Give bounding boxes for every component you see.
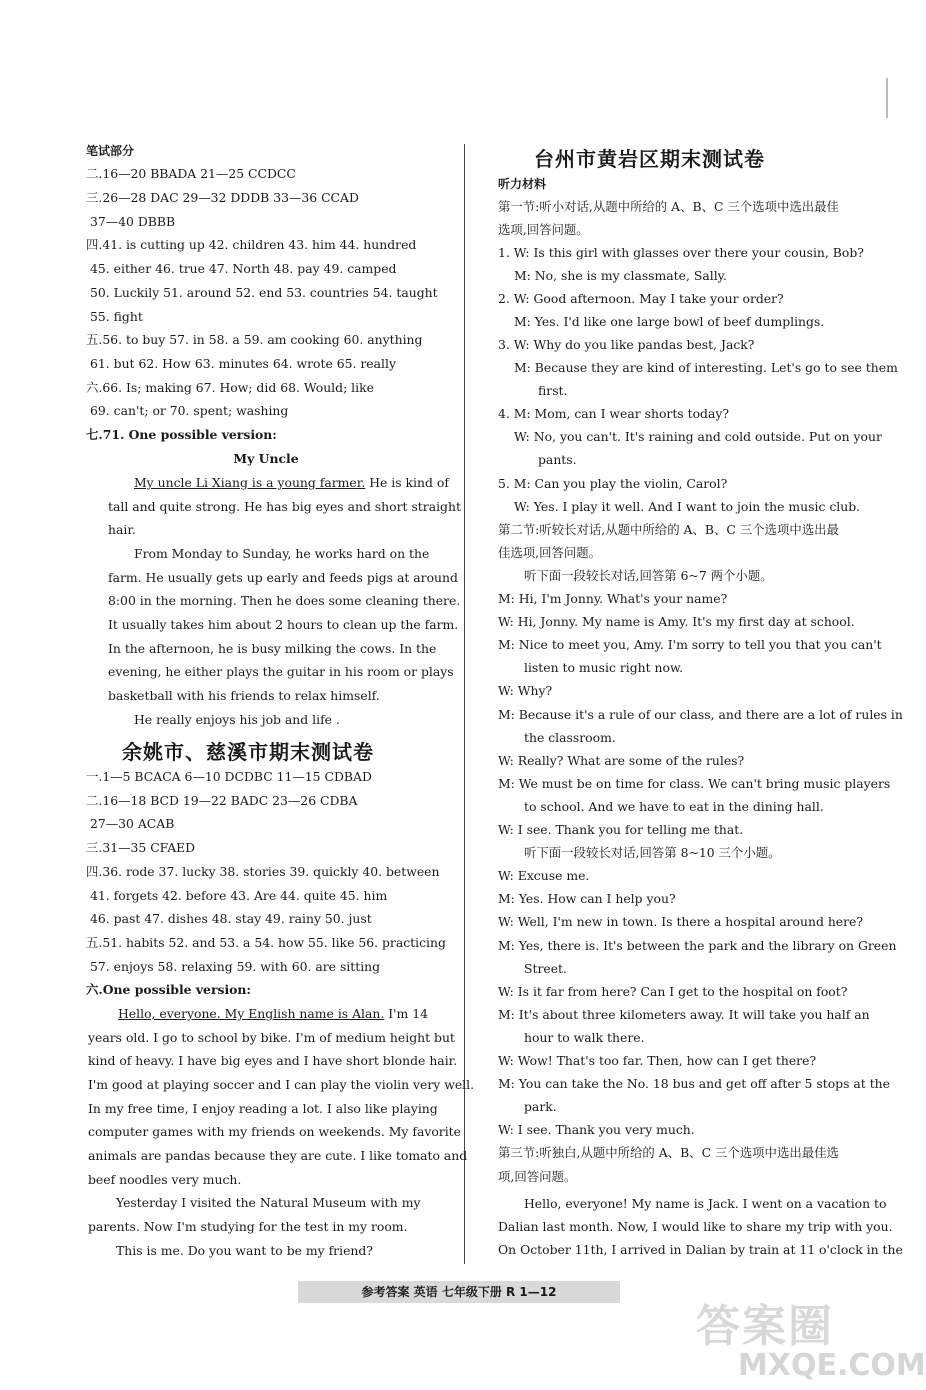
answer-line: 三.26—28 DAC 29—32 DDDB 33—36 CCAD (86, 190, 359, 205)
essay-line: 8:00 in the morning. Then he does some cleaning there. (108, 593, 461, 608)
listening-line: W: I see. Thank you very much. (498, 1122, 695, 1137)
answer-line: 四.41. is cutting up 42. children 43. him 44. hundred (86, 237, 417, 252)
essay-line: In my free time, I enjoy reading a lot. I also like playing (88, 1101, 438, 1116)
essay-line: This is me. Do you want to be my friend? (116, 1243, 373, 1258)
essay-line: computer games with my friends on weekends. My favorite (88, 1124, 461, 1139)
essay-line: years old. I go to school by bike. I'm of medium height but (88, 1030, 455, 1045)
essay-line: Yesterday I visited the Natural Museum with my (116, 1195, 421, 1210)
listening-line: M: Because they are kind of interesting. Let's go to see them (514, 360, 898, 375)
listening-line: 2. W: Good afternoon. May I take your order? (498, 291, 784, 306)
essay-line: kind of heavy. I have big eyes and I have short blonde hair. (88, 1053, 458, 1068)
listening-line: W: Wow! That's too far. Then, how can I get there? (498, 1053, 817, 1068)
page-footer: 参考答案 英语 七年级下册 R 1—12 (298, 1281, 620, 1303)
listening-label: 听力材料 (498, 177, 547, 191)
essay-line: beef noodles very much. (88, 1172, 242, 1187)
listening-line: 1. W: Is this girl with glasses over there your cousin, Bob? (498, 245, 864, 260)
listening-line: hour to walk there. (524, 1030, 645, 1045)
answer-line: 46. past 47. dishes 48. stay 49. rainy 50. just (90, 911, 372, 926)
answer-line: 41. forgets 42. before 43. Are 44. quite 45. him (90, 888, 388, 903)
answer-line: 三.31—35 CFAED (86, 840, 196, 855)
essay-text: I'm 14 (384, 1006, 428, 1021)
listening-line: M: Because it's a rule of our class, and there are a lot of rules in (498, 707, 903, 722)
listening-line: M: Hi, I'm Jonny. What's your name? (498, 591, 728, 606)
listening-line: the classroom. (524, 730, 616, 745)
essay-line: tall and quite strong. He has big eyes and short straight (108, 499, 461, 514)
answer-line: 四.36. rode 37. lucky 38. stories 39. quickly 40. between (86, 864, 440, 879)
answer-line: 五.56. to buy 57. in 58. a 59. am cooking 60. anything (86, 332, 423, 347)
listening-line: listen to music right now. (524, 660, 684, 675)
watermark-en: MXQE.COM (738, 1348, 926, 1383)
listening-line: 4. M: Mom, can I wear shorts today? (498, 406, 729, 421)
listening-line: 第三节:听独白,从题中所给的 A、B、C 三个选项中选出最佳选 (498, 1145, 839, 1160)
written-section-label: 笔试部分 (86, 144, 135, 158)
answer-line: 二.16—18 BCD 19—22 BADC 23—26 CDBA (86, 793, 358, 808)
essay-underlined-sentence: My uncle Li Xiang is a young farmer. (134, 475, 366, 490)
answer-line: 55. fight (90, 309, 143, 324)
listening-line: On October 11th, I arrived in Dalian by train at 11 o'clock in the (498, 1242, 903, 1257)
listening-line: 听下面一段较长对话,回答第 8~10 三个小题。 (524, 845, 781, 860)
essay-line: hair. (108, 522, 136, 537)
listening-line: 项,回答问题。 (498, 1169, 577, 1184)
listening-line: M: Yes, there is. It's between the park and the library on Green (498, 938, 897, 953)
section-title-yuyao-cixi: 余姚市、慈溪市期末测试卷 (122, 740, 374, 764)
essay-line (118, 1006, 428, 1022)
essay-line: From Monday to Sunday, he works hard on the (134, 546, 430, 561)
listening-line: M: Yes. I'd like one large bowl of beef dumplings. (514, 314, 825, 329)
essay-title: My Uncle (233, 451, 299, 466)
essay-line: basketball with his friends to relax himself. (108, 688, 380, 703)
listening-line: park. (524, 1099, 557, 1114)
answer-line: 69. can't; or 70. spent; washing (90, 403, 289, 418)
listening-line: 听下面一段较长对话,回答第 6~7 两个小题。 (524, 568, 773, 583)
listening-line: W: Hi, Jonny. My name is Amy. It's my first day at school. (498, 614, 855, 629)
listening-line: Street. (524, 961, 567, 976)
listening-line: M: No, she is my classmate, Sally. (514, 268, 727, 283)
essay-line: farm. He usually gets up early and feeds pigs at around (108, 570, 458, 585)
listening-line: first. (538, 383, 568, 398)
listening-line: 5. M: Can you play the violin, Carol? (498, 476, 728, 491)
listening-line: Dalian last month. Now, I would like to share my trip with you. (498, 1219, 893, 1234)
listening-line: M: Yes. How can I help you? (498, 891, 676, 906)
essay-line: parents. Now I'm studying for the test in my room. (88, 1219, 408, 1234)
listening-line: 第二节:听较长对话,从题中所给的 A、B、C 三个选项中选出最 (498, 522, 839, 537)
listening-line: W: I see. Thank you for telling me that. (498, 822, 744, 837)
listening-line: Hello, everyone! My name is Jack. I went on a vacation to (524, 1196, 887, 1211)
answer-line: 45. either 46. true 47. North 48. pay 49. camped (90, 261, 397, 276)
answer-line: 37—40 DBBB (90, 214, 176, 229)
listening-line: W: Really? What are some of the rules? (498, 753, 745, 768)
answer-line: 六.One possible version: (86, 982, 251, 997)
answer-line: 一.1—5 BCACA 6—10 DCDBC 11—15 CDBAD (86, 769, 372, 784)
watermark-logo (690, 1290, 926, 1390)
listening-line: W: Why? (498, 683, 553, 698)
essay-line: animals are pandas because they are cute. I like tomato and (88, 1148, 468, 1163)
listening-line: 佳选项,回答问题。 (498, 545, 602, 560)
listening-line: W: No, you can't. It's raining and cold outside. Put on your (514, 429, 882, 444)
answer-line: 57. enjoys 58. relaxing 59. with 60. are sitting (90, 959, 381, 974)
essay-line (134, 475, 449, 491)
listening-line: to school. And we have to eat in the dining hall. (524, 799, 824, 814)
answer-line: 六.66. Is; making 67. How; did 68. Would; like (86, 380, 374, 395)
essay-line: I'm good at playing soccer and I can play the violin very well. (88, 1077, 475, 1092)
listening-line: 3. W: Why do you like pandas best, Jack? (498, 337, 755, 352)
answer-line: 50. Luckily 51. around 52. end 53. countries 54. taught (90, 285, 438, 300)
essay-underlined-sentence: Hello, everyone. My English name is Alan. (118, 1006, 385, 1021)
answer-line: 二.16—20 BBADA 21—25 CCDCC (86, 166, 296, 181)
page-edge-mark (886, 78, 888, 118)
listening-line: 第一节:听小对话,从题中所给的 A、B、C 三个选项中选出最佳 (498, 199, 839, 214)
listening-line: M: We must be on time for class. We can't bring music players (498, 776, 891, 791)
essay-line: He really enjoys his job and life . (134, 712, 340, 727)
essay-line: In the afternoon, he is busy milking the cows. In the (108, 641, 437, 656)
answer-line: 七.71. One possible version: (86, 427, 277, 442)
column-divider (464, 144, 465, 1264)
answer-line: 27—30 ACAB (90, 816, 175, 831)
listening-line: W: Yes. I play it well. And I want to join the music club. (514, 499, 861, 514)
listening-line: 选项,回答问题。 (498, 222, 589, 237)
listening-line: M: You can take the No. 18 bus and get off after 5 stops at the (498, 1076, 890, 1091)
section-title-taizhou: 台州市黄岩区期末测试卷 (534, 147, 765, 171)
listening-line: M: It's about three kilometers away. It will take you half an (498, 1007, 870, 1022)
essay-line: evening, he either plays the guitar in his room or plays (108, 664, 454, 679)
listening-line: W: Is it far from here? Can I get to the hospital on foot? (498, 984, 848, 999)
listening-line: W: Well, I'm new in town. Is there a hospital around here? (498, 914, 864, 929)
answer-line: 61. but 62. How 63. minutes 64. wrote 65. really (90, 356, 396, 371)
listening-line: W: Excuse me. (498, 868, 590, 883)
listening-line: pants. (538, 452, 577, 467)
answer-line: 五.51. habits 52. and 53. a 54. how 55. like 56. practicing (86, 935, 446, 950)
essay-text: He is kind of (365, 475, 449, 490)
watermark-cn: 答案圈 (696, 1301, 834, 1352)
essay-line: It usually takes him about 2 hours to clean up the farm. (108, 617, 459, 632)
listening-line: M: Nice to meet you, Amy. I'm sorry to tell you that you can't (498, 637, 882, 652)
